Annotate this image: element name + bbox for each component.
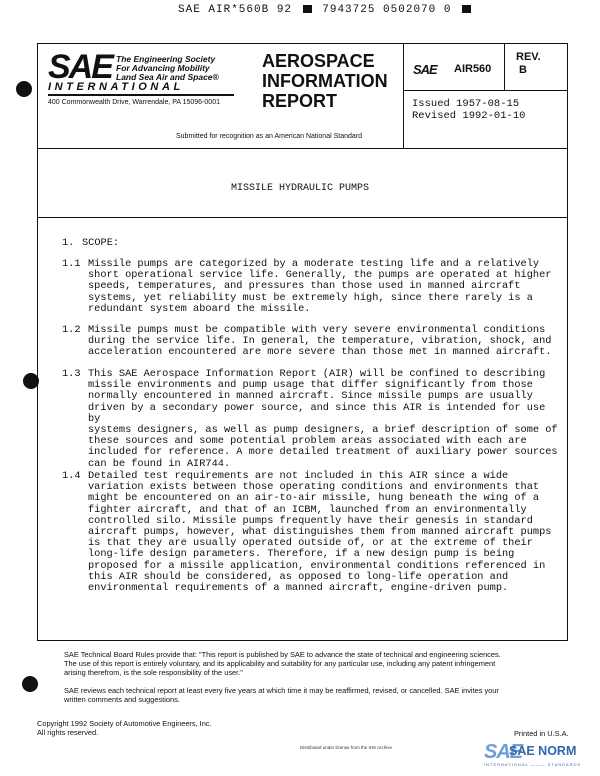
tagline-line-1: The Engineering Society: [116, 54, 216, 64]
document-code-right: 7943725 0502070 0: [322, 4, 452, 16]
revision-label: REV.: [516, 51, 541, 63]
international-wordmark: INTERNATIONAL: [48, 81, 184, 93]
section-number: 1.: [62, 237, 75, 249]
revised-date: Revised 1992-01-10: [412, 110, 526, 122]
subject-divider: [38, 217, 567, 218]
document-code-line: [178, 4, 474, 16]
sae-norm-logo: SAE: [484, 741, 523, 763]
sae-small-logo: SAE: [413, 62, 437, 77]
section-title: SCOPE:: [82, 237, 120, 249]
paragraph-number: 1.3: [62, 368, 81, 380]
document-subject: MISSILE HYDRAULIC PUMPS: [230, 183, 370, 194]
printed-in: Printed in U.S.A.: [514, 729, 569, 738]
document-number: AIR560: [454, 63, 492, 75]
doc-id-divider: [403, 90, 567, 91]
registered-mark: ®: [212, 72, 219, 82]
black-block-icon: [462, 5, 471, 13]
header-divider: [38, 148, 567, 149]
doc-type-line-3: REPORT: [262, 91, 338, 111]
org-address: 400 Commonwealth Drive, Warrendale, PA 15096-0001: [48, 99, 220, 106]
document-dates: [412, 98, 525, 122]
paragraph-text: This SAE Aerospace Information Report (AIR) will be confined to describing missile environments and pump usage that differ significantly from those normally encountered in manned aircraft. Since missile pumps are usually driven by a secondary power source, and since this AIR is intended for use by systems designers, as well as pump designers, a brief description of some of these sources and some potential problem areas associated with each are included for reference. A more detailed treatment of auxiliary power sources can be found in AIR744.: [88, 368, 558, 470]
international-underline: [48, 94, 234, 96]
technical-board-rules: SAE Technical Board Rules provide that: "This report is published by SAE to advance the state of technical and engineering sciences. The use of this report is entirely voluntary, and its applicability and suitability for any particular use, including any patent infringement arising therefrom, is the sole responsibility of the user.": [64, 650, 501, 677]
paragraph-number: 1.4: [62, 470, 81, 482]
sae-norm-subtitle: INTERNATIONAL ——— STANDARDS: [484, 762, 582, 767]
tagline-line-2: For Advancing Mobility: [116, 63, 210, 73]
society-tagline: [116, 55, 219, 82]
review-note: SAE reviews each technical report at least every five years at which time it may be reaffirmed, revised, or cancelled. SAE invites your written comments and suggestions.: [64, 686, 499, 704]
sae-logo: SAE: [48, 48, 112, 86]
tagline-line-3: Land Sea Air and Space: [116, 72, 213, 82]
rev-box-left-border: [504, 44, 505, 90]
paragraph-text: Missile pumps must be compatible with very severe environmental conditions during the service life. In general, the temperature, vibration, shock, and acceleration encountered are more severe than those met in manned aircraft.: [88, 324, 552, 359]
revision-box: [516, 51, 541, 77]
paragraph-number: 1.1: [62, 258, 81, 270]
document-type-title: [262, 51, 388, 111]
issued-date: Issued 1957-08-15: [412, 98, 520, 110]
punch-hole-icon: [16, 81, 32, 97]
submitted-note: Submitted for recognition as an American National Standard: [176, 133, 362, 140]
paragraph-text: Missile pumps are categorized by a moderate testing life and a relatively short operational service life. Generally, the pumps are operated at higher speeds, temperatures, and pressures than those used in manned aircraft systems, yet reliability must be extremely high, since there rarely is a redundant system aboard the missile.: [88, 258, 552, 315]
paragraph-text: Detailed test requirements are not included in this AIR since a wide variation exists between those operating conditions and environments that might be encountered on an air-to-air missile, hung beneath the wing of a fighter aircraft, and that of an ICBM, launched from an environmentally controlled silo. Missile pumps frequently have their genesis in standard aircraft pumps, however, what distinguishes them from manned aircraft pumps is that they are usually operated outside of, or at the extreme of their long-life design parameters. Therefore, if a new design pump is being proposed for a missile application, environmental conditions referenced in this AIR should be considered, as opposed to long-life operation and environmental requirements of a manned aircraft, engine-driven pump.: [88, 470, 552, 595]
header-vertical-divider: [403, 44, 404, 148]
punch-hole-icon: [23, 373, 39, 389]
revision-value: B: [519, 64, 527, 76]
doc-type-line-1: AEROSPACE: [262, 51, 375, 71]
paragraph-number: 1.2: [62, 324, 81, 336]
distribution-note: Distributed under license from the IHS Archive: [300, 745, 393, 750]
document-code-left: SAE AIR*560B 92: [178, 4, 293, 16]
sae-norm-text: SAE NORM: [509, 744, 577, 758]
copyright-notice: Copyright 1992 Society of Automotive Engineers, Inc. All rights reserved.: [37, 719, 212, 737]
black-block-icon: [303, 5, 312, 13]
punch-hole-icon: [22, 676, 38, 692]
doc-type-line-2: INFORMATION: [262, 71, 388, 91]
